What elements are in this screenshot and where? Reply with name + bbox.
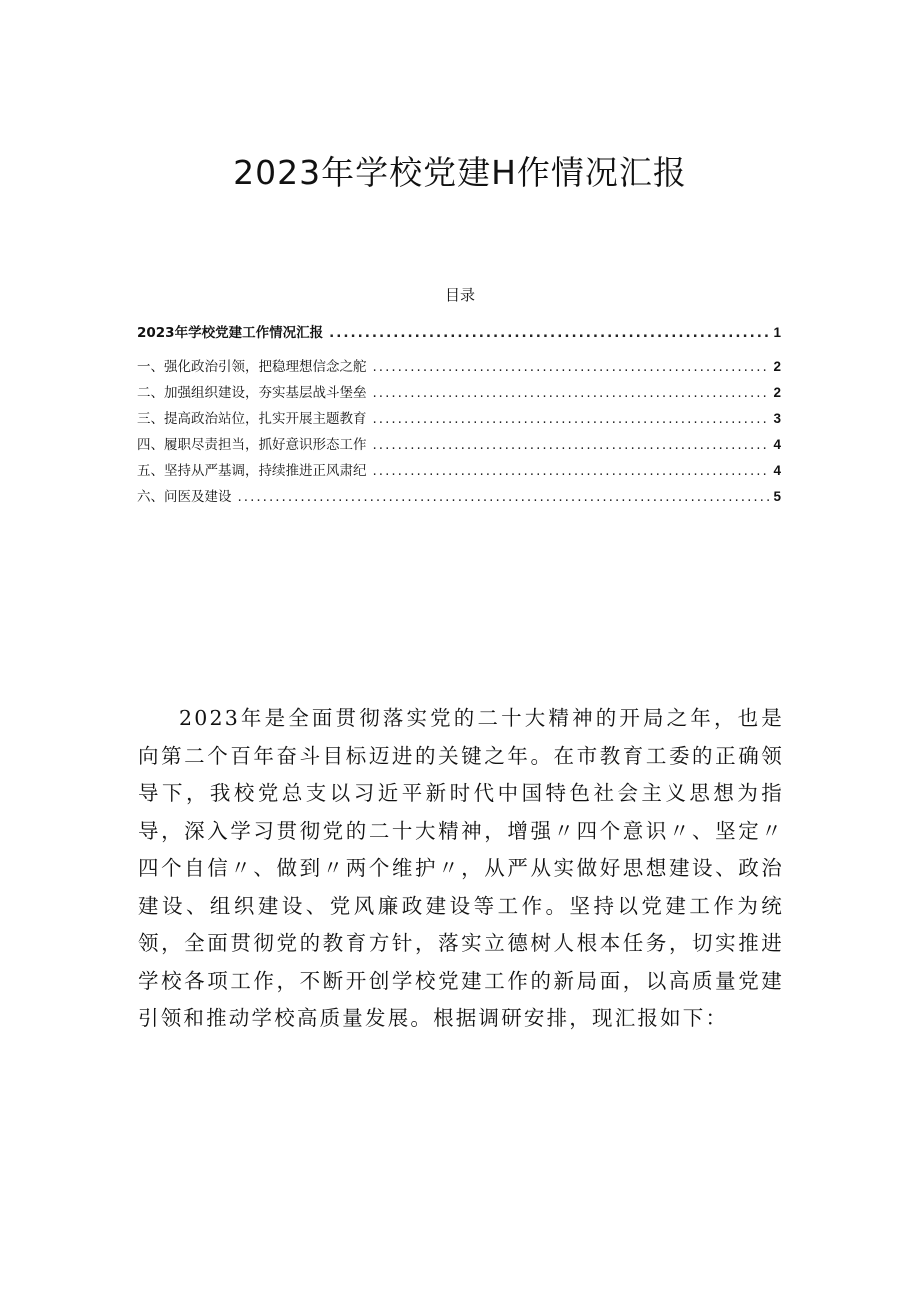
toc-dot-leader — [373, 380, 770, 406]
toc-entry-section-6[interactable] — [137, 484, 781, 510]
toc-entry-section-2[interactable] — [137, 380, 781, 406]
toc-dot-leader — [238, 484, 770, 510]
toc-entry-page: 1 — [773, 325, 781, 340]
toc-entry-page: 2 — [773, 359, 781, 374]
toc-heading: 目录 — [444, 286, 475, 304]
toc-entry-section-3[interactable] — [137, 406, 781, 432]
toc-entry-section-1[interactable] — [137, 354, 781, 380]
toc-entry-page: 4 — [773, 463, 781, 478]
toc-entry-text: 五、坚持从严基调，持续推进正风肃纪 — [137, 463, 367, 479]
toc-entry-text: 一、强化政治引领，把稳理想信念之舵 — [137, 359, 367, 375]
toc-entry-text: 二、加强组织建设，夯实基层战斗堡垒 — [137, 385, 367, 401]
toc-dot-leader — [329, 320, 769, 346]
document-title: 2023年学校党建H作情况汇报 — [233, 153, 687, 192]
toc-dot-leader — [373, 354, 770, 380]
toc-entry-page: 2 — [773, 385, 781, 400]
toc-entry-title[interactable] — [137, 320, 781, 346]
toc-entry-section-4[interactable] — [137, 432, 781, 458]
table-of-contents — [137, 320, 781, 510]
toc-entry-text: 四、履职尽责担当，抓好意识形态工作 — [137, 437, 367, 453]
toc-entry-page: 4 — [773, 437, 781, 452]
toc-entry-page: 3 — [773, 411, 781, 426]
toc-entry-text: 2023年学校党建工作情况汇报 — [137, 325, 324, 341]
toc-entry-page: 5 — [773, 489, 781, 504]
toc-entry-text: 三、提高政治站位，扎实开展主题教育 — [137, 411, 367, 427]
toc-entry-text: 六、问医及建设 — [137, 489, 232, 505]
body-paragraph-intro: 2023年是全面贯彻落实党的二十大精神的开局之年，也是向第二个百年奋斗目标迈进的关键之年。在市教育工委的正确领导下，我校党总支以习近平新时代中国特色社会主义思想为指导，深入学习贯彻党的二十大精神，增强〃四个意识〃、坚定〃四个自信〃、做到〃两个维护〃，从严从实做好思想建设、政治建设、组织建设、党风廉政建设等工作。坚持以党建工作为统领，全面贯彻党的教育方针，落实立德树人根本任务，切实推进学校各项工作，不断开创学校党建工作的新局面，以高质量党建引领和推动学校高质量发展。根据调研安排，现汇报如下： — [138, 706, 784, 1030]
toc-dot-leader — [373, 432, 770, 458]
toc-dot-leader — [373, 458, 770, 484]
toc-entry-section-5[interactable] — [137, 458, 781, 484]
toc-dot-leader — [373, 406, 770, 432]
